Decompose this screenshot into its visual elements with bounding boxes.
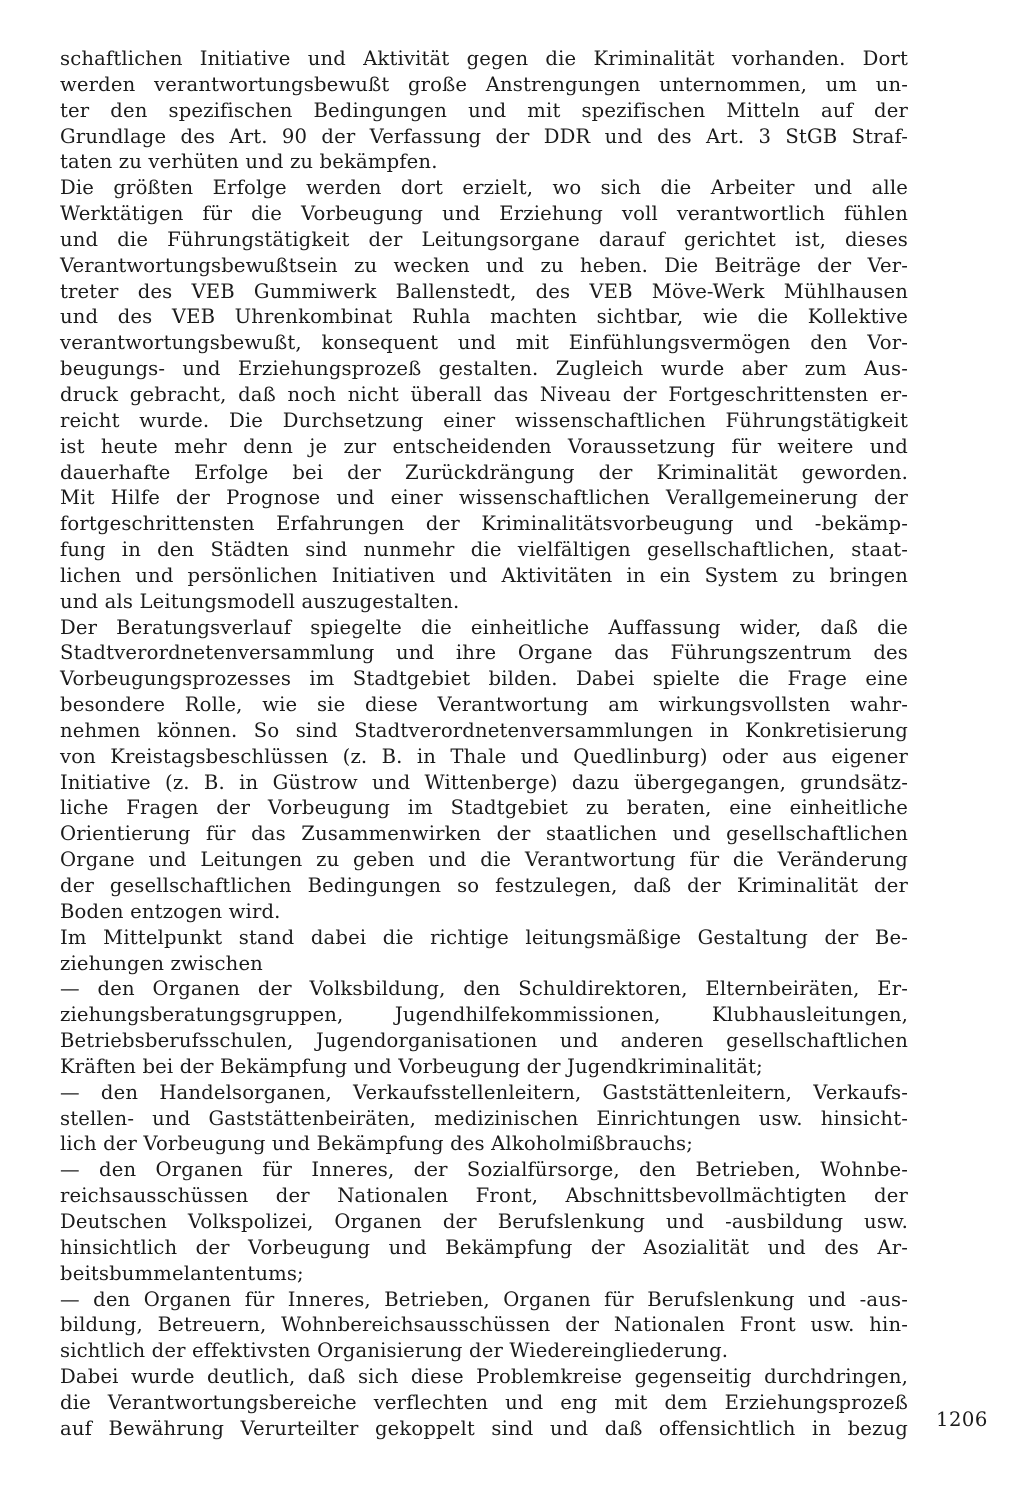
text-line: verantwortungsbewußt, konsequent und mit Einfühlungsvermögen den Vor- [60, 331, 908, 355]
text-line: Die größten Erfolge werden dort erzielt, wo sich die Arbeiter und alle [60, 176, 908, 200]
text-line: Kräften bei der Bekämpfung und Vorbeugung der Jugendkriminalität; [60, 1054, 763, 1078]
text-line: ziehungsberatungsgruppen, Jugendhilfekommissionen, Klubhausleitungen, [60, 1003, 908, 1027]
text-line: Betriebsberufsschulen, Jugendorganisationen und anderen gesellschaftlichen [60, 1029, 908, 1053]
text-line: beugungs- und Erziehungsprozeß gestalten. Zugleich wurde aber zum Aus- [60, 357, 908, 381]
text-line: — den Organen für Inneres, der Sozialfürsorge, den Betrieben, Wohnbe- [60, 1158, 908, 1182]
text-line: und die Führungstätigkeit der Leitungsorgane darauf gerichtet ist, dieses [60, 227, 908, 251]
text-line: dauerhafte Erfolge bei der Zurückdrängung der Kriminalität geworden. [60, 460, 908, 484]
text-line: Vorbeugungsprozesses im Stadtgebiet bilden. Dabei spielte die Frage eine [60, 667, 908, 691]
text-line: Boden entzogen wird. [60, 899, 281, 923]
page-number: 1206 [936, 1408, 988, 1431]
text-line: bildung, Betreuern, Wohnbereichsausschüssen der Nationalen Front usw. hin- [60, 1313, 908, 1337]
text-line: ist heute mehr denn je zur entscheidenden Voraussetzung für weitere und [60, 434, 908, 458]
text-line: liche Fragen der Vorbeugung im Stadtgebiet zu beraten, eine einheitliche [60, 796, 908, 820]
text-line: Stadtverordnetenversammlung und ihre Organe das Führungszentrum des [60, 641, 908, 665]
text-line: auf Bewährung Verurteilter gekoppelt sind und daß offensichtlich in bezug [60, 1416, 908, 1440]
text-line: lichen und persönlichen Initiativen und Aktivitäten in ein System zu bringen [60, 563, 908, 587]
text-line: Organe und Leitungen zu geben und die Verantwortung für die Veränderung [60, 848, 908, 872]
text-line: schaftlichen Initiative und Aktivität gegen die Kriminalität vorhanden. Dort [60, 47, 908, 70]
text-line: stellen- und Gaststättenbeiräten, medizinischen Einrichtungen usw. hinsicht- [60, 1106, 908, 1130]
text-line: sichtlich der effektivsten Organisierung der Wiedereingliederung. [60, 1339, 729, 1363]
text-line: treter des VEB Gummiwerk Ballenstedt, des VEB Möve-Werk Mühlhausen [60, 279, 908, 303]
text-line: ziehungen zwischen [60, 951, 263, 975]
text-line: Der Beratungsverlauf spiegelte die einheitliche Auffassung wider, daß die [60, 615, 908, 639]
text-line: fortgeschrittensten Erfahrungen der Kriminalitätsvorbeugung und -bekämp- [60, 512, 908, 536]
text-line: beitsbummelantentums; [60, 1261, 304, 1285]
text-line: Deutschen Volkspolizei, Organen der Berufslenkung und -ausbildung usw. [60, 1209, 908, 1233]
text-line: reicht wurde. Die Durchsetzung einer wissenschaftlichen Führungstätigkeit [60, 408, 908, 432]
text-line: druck gebracht, daß noch nicht überall das Niveau der Fortgeschrittensten er- [60, 382, 908, 406]
text-line: — den Organen der Volksbildung, den Schuldirektoren, Elternbeiräten, Er- [60, 977, 908, 1001]
text-line: Werktätigen für die Vorbeugung und Erziehung voll verantwortlich fühlen [60, 202, 908, 226]
text-line: hinsichtlich der Vorbeugung und Bekämpfung der Asozialität und des Ar- [60, 1235, 908, 1259]
text-line: von Kreistagsbeschlüssen (z. B. in Thale und Quedlinburg) oder aus eigener [60, 744, 908, 768]
text-line: die Verantwortungsbereiche verflechten und eng mit dem Erziehungsprozeß [60, 1390, 908, 1414]
text-line: reichsausschüssen der Nationalen Front, Abschnittsbevollmächtigten der [60, 1184, 908, 1208]
text-line: lich der Vorbeugung und Bekämpfung des Alkoholmißbrauchs; [60, 1132, 693, 1156]
text-line: Grundlage des Art. 90 der Verfassung der DDR und des Art. 3 StGB Straf- [60, 124, 908, 148]
text-line: besondere Rolle, wie sie diese Verantwortung am wirkungsvollsten wahr- [60, 693, 908, 717]
text-line: fung in den Städten sind nunmehr die vielfältigen gesellschaftlichen, staat- [60, 538, 908, 562]
text-line: der gesellschaftlichen Bedingungen so festzulegen, daß der Kriminalität der [60, 874, 908, 897]
text-line: Initiative (z. B. in Güstrow und Wittenberge) dazu übergegangen, grundsätz- [60, 770, 908, 794]
text-line: taten zu verhüten und zu bekämpfen. [60, 150, 438, 174]
text-line: Dabei wurde deutlich, daß sich diese Problemkreise gegenseitig durchdringen, [60, 1365, 908, 1389]
text-line: Im Mittelpunkt stand dabei die richtige leitungsmäßige Gestaltung der Be- [60, 925, 908, 949]
text-line: Mit Hilfe der Prognose und einer wissenschaftlichen Verallgemeinerung der [60, 486, 908, 510]
text-line: und des VEB Uhrenkombinat Ruhla machten sichtbar, wie die Kollektive [60, 305, 908, 329]
text-line: — den Handelsorganen, Verkaufsstellenleitern, Gaststättenleitern, Verkaufs- [60, 1080, 908, 1104]
text-line: Orientierung für das Zusammenwirken der staatlichen und gesellschaftlichen [60, 822, 908, 846]
page-text-column [60, 46, 908, 1442]
text-line: werden verantwortungsbewußt große Anstrengungen unternommen, um un- [60, 72, 908, 96]
text-line: ter den spezifischen Bedingungen und mit spezifischen Mitteln auf der [60, 98, 908, 122]
text-line: nehmen können. So sind Stadtverordnetenversammlungen in Konkretisierung [60, 718, 908, 742]
text-line: Verantwortungsbewußtsein zu wecken und zu heben. Die Beiträge der Ver- [60, 253, 908, 277]
text-line: und als Leitungsmodell auszugestalten. [60, 589, 460, 613]
text-line: — den Organen für Inneres, Betrieben, Organen für Berufslenkung und -aus- [60, 1287, 908, 1311]
